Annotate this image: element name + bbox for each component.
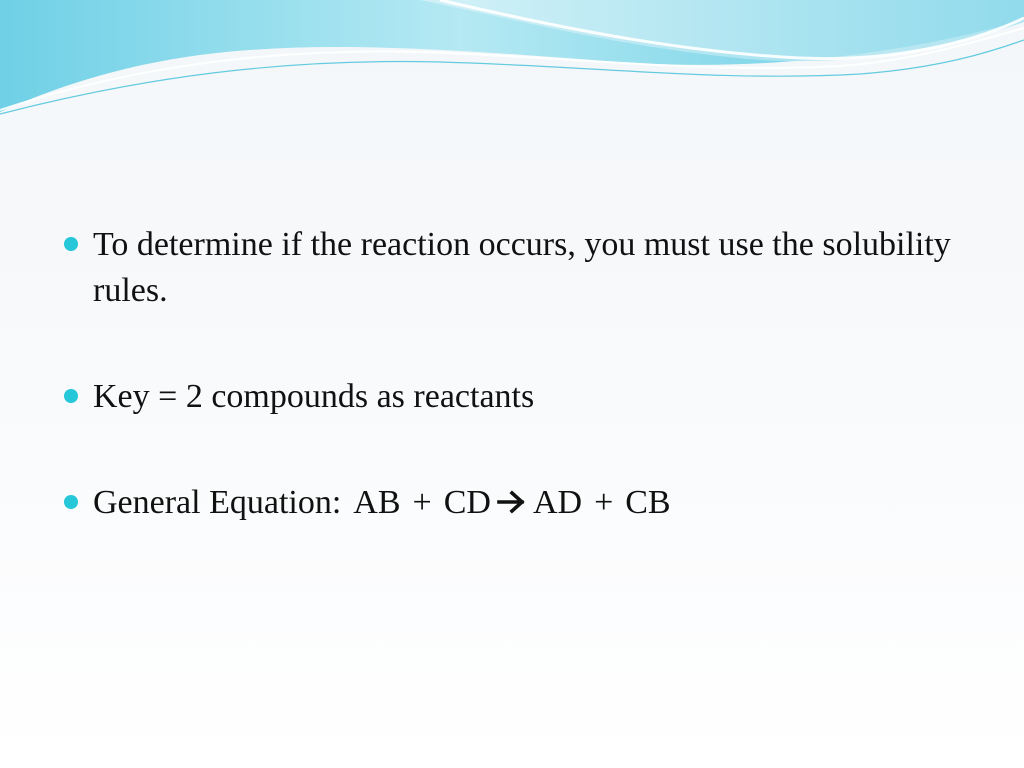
equation-product-b: CB [625,484,671,521]
equation-label: General Equation: [93,484,342,521]
equation-reactant-a: AB [353,484,401,521]
bullet-dot-icon [64,389,78,403]
equation-reactant-b: CD [443,484,491,521]
bullet-list [64,222,964,526]
bullet-dot-icon [64,495,78,509]
bullet-item [64,374,964,420]
equation-plus: + [594,484,614,521]
header-wave-decoration [0,0,1024,120]
bullet-dot-icon [64,237,78,251]
bullet-text: To determine if the reaction occurs, you must use the solubility rules. [93,226,951,309]
right-arrow-icon [497,490,527,514]
bullet-item [64,222,964,314]
bullet-text: Key = 2 compounds as reactants [93,378,535,415]
general-equation-item [64,480,964,526]
equation-product-a: AD [532,484,583,521]
equation-plus: + [412,484,432,521]
